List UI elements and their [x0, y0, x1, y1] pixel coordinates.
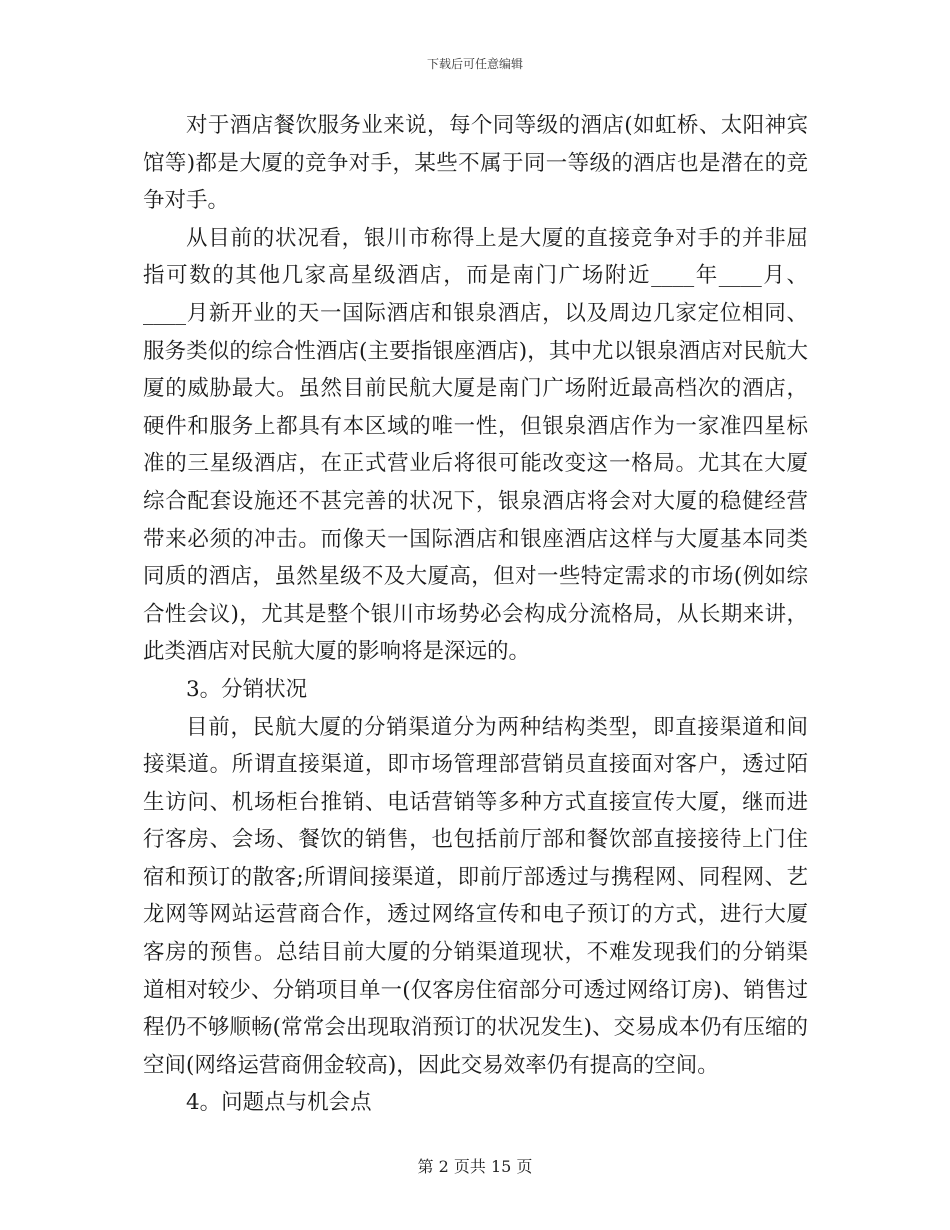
- page-header: 下载后可任意编辑: [426, 57, 523, 71]
- section-heading-distribution: 3。分销状况: [186, 676, 308, 702]
- paragraph-distribution-detail: 目前，民航大厦的分销渠道分为两种结构类型，即直接渠道和间接渠道。所谓直接渠道，即市场管理部营销员直接面对客户，透过陌生访问、机场柜台推销、电话营销等多种方式直接宣传大厦，继而进行客房、会场、餐饮的销售，也包括前厅部和餐饮部直接接待上门住宿和预订的散客;所谓间接渠道，即前厅部透过与携程网、同程网、艺龙网等网站运营商合作，透过网络宣传和电子预订的方式，进行大厦客房的预售。总结目前大厦的分销渠道现状，不难发现我们的分销渠道相对较少、分销项目单一(仅客房住宿部分可透过网络订房)、销售过程仍不够顺畅(常常会出现取消预订的状况发生)、交易成本仍有压缩的空间(网络运营商佣金较高)，因此交易效率仍有提高的空间。: [143, 714, 808, 1078]
- paragraph-competitors-intro: 对于酒店餐饮服务业来说，每个同等级的酒店(如虹桥、太阳神宾馆等)都是大厦的竞争对手，某些不属于同一等级的酒店也是潜在的竞争对手。: [143, 113, 808, 214]
- page-number: 第 2 页共 15 页: [417, 1157, 533, 1176]
- document-body: [143, 107, 808, 1122]
- section-heading-issues: 4。问题点与机会点: [186, 1090, 372, 1116]
- paragraph-competitors-detail: 从目前的状况看，银川市称得上是大厦的直接竞争对手的并非屈指可数的其他几家高星级酒店，而是南门广场附近____年____月、____月新开业的天一国际酒店和银泉酒店，以及周边几家定位相同、服务类似的综合性酒店(主要指银座酒店)，其中尤以银泉酒店对民航大厦的威胁最大。虽然目前民航大厦是南门广场附近最高档次的酒店，硬件和服务上都具有本区域的唯一性，但银泉酒店作为一家准四星标准的三星级酒店，在正式营业后将很可能改变这一格局。尤其在大厦综合配套设施还不甚完善的状况下，银泉酒店将会对大厦的稳健经营带来必须的冲击。而像天一国际酒店和银座酒店这样与大厦基本同类同质的酒店，虽然星级不及大厦高，但对一些特定需求的市场(例如综合性会议)，尤其是整个银川市场势必会构成分流格局，从长期来讲，此类酒店对民航大厦的影响将是深远的。: [143, 225, 808, 665]
